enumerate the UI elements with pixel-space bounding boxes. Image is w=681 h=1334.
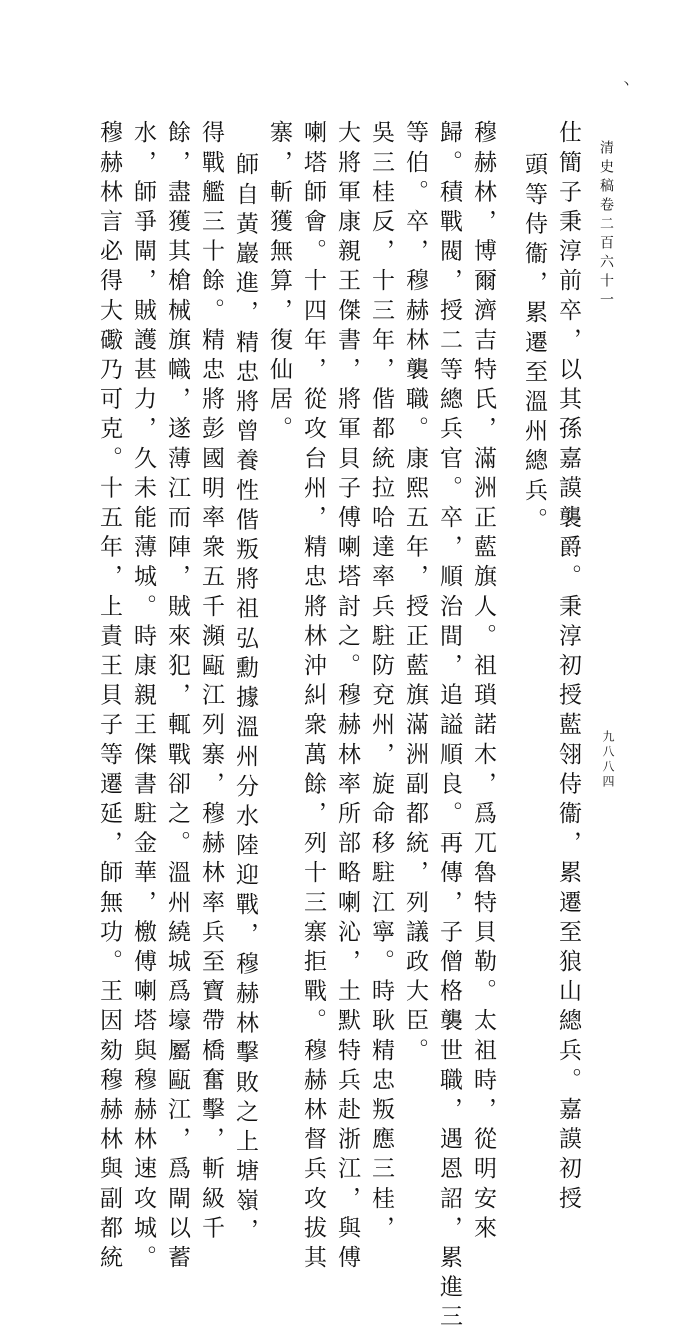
text-column-2: 頭等侍衞，累遷至溫州總兵。 [521,152,547,537]
text-column-11: 得戰艦三十餘。精忠將彭國明率衆五千瀕甌江列寨，穆赫林率兵至寶帶橋奮擊，斬級千 [198,120,224,1245]
text-column-1: 仕簡子秉淳前卒，以其孫嘉謨襲爵。秉淳初授藍翎侍衞，累遷至狼山總兵。嘉謨初授 [555,120,581,1216]
text-column-8: 喇塔師會。十四年，從攻台州，精忠將林沖糾衆萬餘，列十三寨拒戰。穆赫林督兵攻拔其 [300,120,326,1275]
running-header: 清史稿卷二百六十一 [598,140,614,311]
text-column-10: 師自黃巖進，精忠將曾養性偕叛將祖弘勳據溫州分水陸迎戰，穆赫林擊敗之上塘嶺， [232,152,258,1248]
text-column-7: 大將軍康親王傑書，將軍貝子傅喇塔討之。穆赫林率所部略喇沁，土默特兵赴浙江，與傅 [334,120,360,1275]
text-column-12: 餘，盡獲其槍械旗幟，遂薄江而陣，賊來犯，輒戰卻之。溫州繞城爲壕屬甌江，爲閘以蓄 [164,120,190,1275]
text-column-5: 等伯。卒，穆赫林襲職。康熙五年，授正藍旗滿洲副都統，列議政大臣。 [402,120,428,1068]
page-number: 九八八四 [601,730,615,790]
text-column-13: 水，師爭閘，賊護甚力，久未能薄城。時康親王傑書駐金華，檄傅喇塔與穆赫林速攻城。 [130,120,156,1275]
text-column-14: 穆赫林言必得大礮乃可克。十五年，上責王貝子等遷延，師無功。王因劾穆赫林與副都統 [96,120,122,1275]
text-column-6: 吳三桂反，十三年，偕都統拉哈達率兵駐防兗州，旋命移駐江寧。時耿精忠叛應三桂， [368,120,394,1245]
text-column-3: 穆赫林，博爾濟吉特氏，滿洲正藍旗人。祖瑣諾木，爲兀魯特貝勒。太祖時，從明安來 [470,120,496,1245]
corner-mark: 丶 [620,77,633,91]
text-column-4: 歸。積戰閥，授二等總兵官。卒，順治間，追謚順良。再傳，子僧格襲世職，遇恩詔，累進三 [436,120,462,1334]
text-column-9: 寨，斬獲無算，復仙居。 [266,120,292,446]
